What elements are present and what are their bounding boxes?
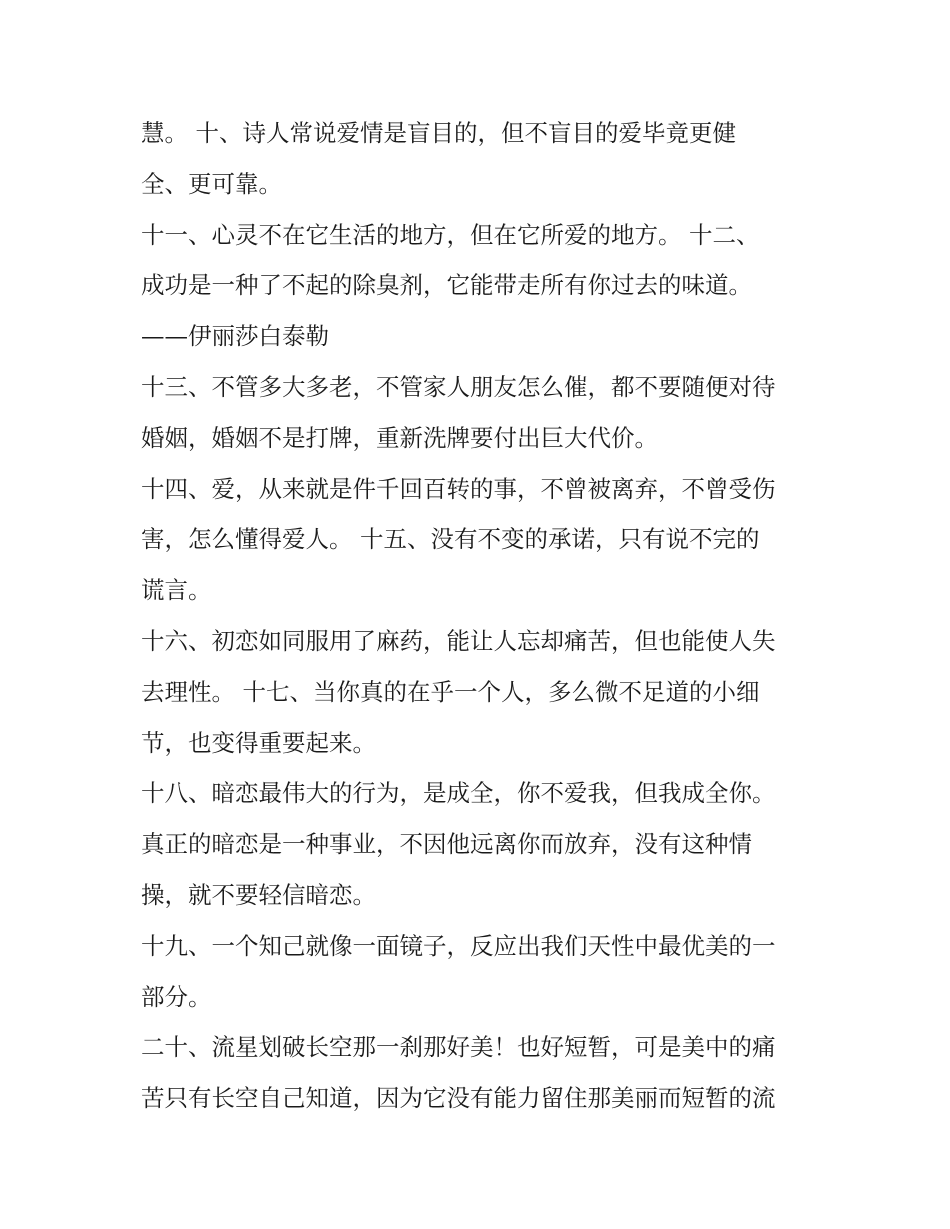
text-line: 十六、初恋如同服用了麻药，能让人忘却痛苦，但也能使人失: [141, 626, 776, 655]
text-line: 十八、暗恋最伟大的行为，是成全，你不爱我，但我成全你。: [141, 779, 776, 808]
text-line: 全、更可靠。: [141, 169, 282, 198]
text-line: 十九、一个知己就像一面镜子，反应出我们天性中最优美的一: [141, 931, 776, 960]
body-text: [141, 108, 831, 1124]
text-line: 婚姻，婚姻不是打牌，重新洗牌要付出巨大代价。: [141, 423, 658, 452]
text-line: 真正的暗恋是一种事业，不因他远离你而放弃，没有这种情: [141, 830, 752, 859]
text-line: 十四、爱，从来就是件千回百转的事，不曾被离弃，不曾受伤: [141, 474, 776, 503]
text-line: 节，也变得重要起来。: [141, 728, 376, 757]
text-line: 苦只有长空自己知道，因为它没有能力留住那美丽而短暂的流: [141, 1084, 776, 1113]
text-line: 十三、不管多大多老，不管家人朋友怎么催，都不要随便对待: [141, 372, 776, 401]
text-line: 部分。: [141, 982, 212, 1011]
attribution-line: ——伊丽莎白泰勒: [141, 322, 329, 351]
text-line: 操，就不要轻信暗恋。: [141, 880, 376, 909]
text-line: 去理性。 十七、当你真的在乎一个人，多么微不足道的小细: [141, 677, 760, 706]
text-line: 十一、心灵不在它生活的地方，但在它所爱的地方。 十二、: [141, 220, 760, 249]
text-line: 害，怎么懂得爱人。 十五、没有不变的承诺，只有说不完的: [141, 525, 760, 554]
text-line: 二十、流星划破长空那一刹那好美！也好短暂，可是美中的痛: [141, 1033, 776, 1062]
text-line: 慧。 十、诗人常说爱情是盲目的，但不盲目的爱毕竟更健: [141, 119, 736, 147]
text-line: 成功是一种了不起的除臭剂，它能带走所有你过去的味道。: [141, 271, 752, 300]
text-line: 谎言。: [141, 576, 212, 605]
